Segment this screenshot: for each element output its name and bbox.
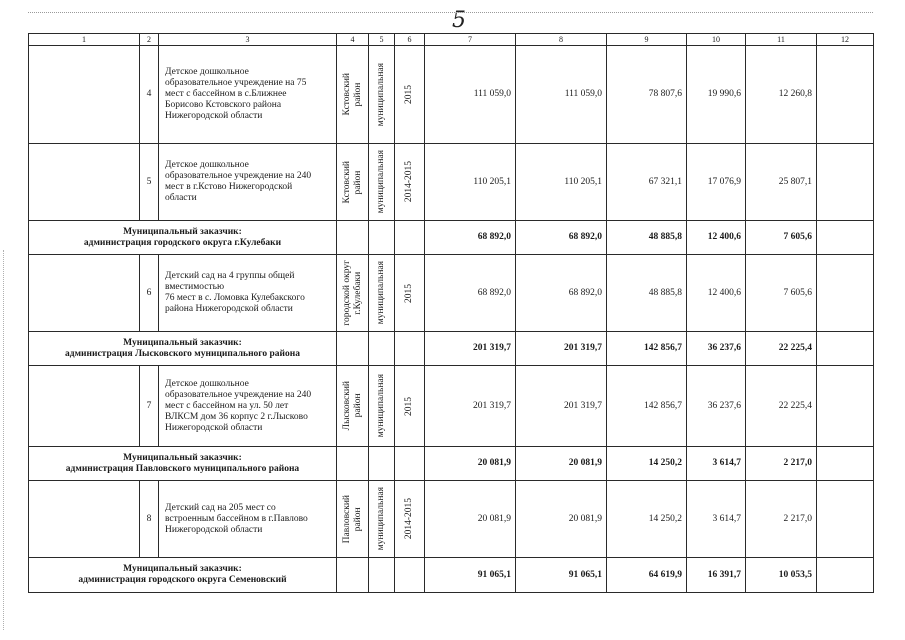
value-v8: 68 892,0 xyxy=(516,255,607,332)
district-cell xyxy=(337,558,369,593)
total-v8: 68 892,0 xyxy=(516,221,607,255)
district-cell xyxy=(337,221,369,255)
total-v7: 201 319,7 xyxy=(425,332,516,366)
col-1-cell xyxy=(29,366,140,447)
district-cell xyxy=(337,481,369,558)
district-line: городской округ xyxy=(341,260,352,326)
ownership-text: муниципальная xyxy=(376,487,386,551)
object-name-line: ВЛКСМ дом 36 корпус 2 г.Лысково xyxy=(165,411,308,422)
value-v11: 12 260,8 xyxy=(746,46,817,144)
total-v11: 10 053,5 xyxy=(746,558,817,593)
value-v12 xyxy=(817,46,874,144)
years-wrap xyxy=(397,397,422,416)
district-wrap xyxy=(339,260,366,326)
ownership-cell xyxy=(369,558,395,593)
district-cell xyxy=(337,366,369,447)
years-cell xyxy=(395,255,425,332)
ownership-wrap xyxy=(371,374,392,437)
object-name-line: 76 мест в с. Ломовка Кулебакского xyxy=(165,293,305,303)
customer-row xyxy=(29,447,874,481)
district-cell xyxy=(337,447,369,481)
object-name-line: встроенным бассейном в г.Павлово xyxy=(165,513,308,524)
header-col-2: 2 xyxy=(140,34,159,46)
total-v12 xyxy=(817,221,874,255)
total-v9: 14 250,2 xyxy=(607,447,687,481)
object-name-line: Нижегородской области xyxy=(165,422,263,433)
value-v11: 22 225,4 xyxy=(746,366,817,447)
object-name-line: образовательное учреждение на 240 xyxy=(165,171,312,181)
years-cell xyxy=(395,46,425,144)
header-col-3: 3 xyxy=(159,34,337,46)
ownership-text: муниципальная xyxy=(376,62,386,127)
years-text: 2015 xyxy=(404,396,414,416)
district-line: Кстовский xyxy=(341,73,352,116)
total-v8: 91 065,1 xyxy=(516,558,607,593)
district-cell xyxy=(337,46,369,144)
header-col-4: 4 xyxy=(337,34,369,46)
years-wrap xyxy=(397,498,422,539)
district-line: г.Кулебаки xyxy=(352,271,363,315)
row-index: 6 xyxy=(140,255,159,332)
object-name-line: области xyxy=(165,193,197,203)
header-col-6: 6 xyxy=(395,34,425,46)
ownership-text: муниципальная xyxy=(376,374,386,438)
left-scan-rule xyxy=(3,250,4,630)
total-v11: 7 605,6 xyxy=(746,221,817,255)
total-v9: 142 856,7 xyxy=(607,332,687,366)
col-1-cell xyxy=(29,481,140,558)
data-table xyxy=(28,33,874,593)
district-line: район xyxy=(352,507,363,531)
district-line: Кстовский xyxy=(341,160,352,204)
header-col-9: 9 xyxy=(607,34,687,46)
customer-title: Муниципальный заказчик: xyxy=(123,226,242,237)
value-v9: 67 321,1 xyxy=(607,144,687,221)
row-index: 4 xyxy=(140,46,159,144)
years-text: 2014-2015 xyxy=(404,161,414,203)
customer-cell xyxy=(29,558,337,593)
value-v7: 68 892,0 xyxy=(425,255,516,332)
total-v12 xyxy=(817,558,874,593)
ownership-text: муниципальная xyxy=(376,150,386,214)
district-line: Лысковский xyxy=(341,381,352,431)
customer-row xyxy=(29,558,874,593)
object-name xyxy=(159,366,337,447)
total-v7: 68 892,0 xyxy=(425,221,516,255)
district-text xyxy=(342,260,364,326)
header-row xyxy=(29,34,874,46)
customer-title: Муниципальный заказчик: xyxy=(123,452,242,463)
row-index: 7 xyxy=(140,366,159,447)
ownership-wrap xyxy=(371,487,392,550)
table-row xyxy=(29,46,874,144)
ownership-cell xyxy=(369,447,395,481)
col-1-cell xyxy=(29,46,140,144)
total-v7: 20 081,9 xyxy=(425,447,516,481)
years-wrap xyxy=(397,284,422,303)
header-col-12: 12 xyxy=(817,34,874,46)
value-v7: 111 059,0 xyxy=(425,46,516,144)
district-line: район xyxy=(352,82,363,107)
object-name-line: Нижегородской области xyxy=(165,111,263,121)
object-name-line: Детский сад на 4 группы общей xyxy=(165,271,295,281)
district-wrap xyxy=(339,73,366,116)
value-v9: 48 885,8 xyxy=(607,255,687,332)
district-line: район xyxy=(352,394,363,418)
top-scan-rule xyxy=(28,12,873,13)
district-cell xyxy=(337,255,369,332)
value-v10: 17 076,9 xyxy=(687,144,746,221)
value-v7: 110 205,1 xyxy=(425,144,516,221)
header-col-7: 7 xyxy=(425,34,516,46)
value-v8: 201 319,7 xyxy=(516,366,607,447)
customer-title: Муниципальный заказчик: xyxy=(123,564,242,574)
customer-name: администрация городского округа Семеновский xyxy=(78,575,287,585)
object-name-line: мест с бассейном в с.Ближнее xyxy=(165,89,287,99)
total-v10: 12 400,6 xyxy=(687,221,746,255)
page-number: 5 xyxy=(452,8,466,33)
total-v8: 20 081,9 xyxy=(516,447,607,481)
value-v11: 2 217,0 xyxy=(746,481,817,558)
table-row xyxy=(29,366,874,447)
ownership-wrap xyxy=(371,150,392,213)
col-1-cell xyxy=(29,255,140,332)
total-v11: 22 225,4 xyxy=(746,332,817,366)
value-v10: 12 400,6 xyxy=(687,255,746,332)
ownership-cell xyxy=(369,366,395,447)
object-name-line: Детский сад на 205 мест со xyxy=(165,502,276,513)
total-v9: 48 885,8 xyxy=(607,221,687,255)
total-v10: 3 614,7 xyxy=(687,447,746,481)
total-v11: 2 217,0 xyxy=(746,447,817,481)
ownership-cell xyxy=(369,221,395,255)
district-text xyxy=(342,495,364,543)
customer-title: Муниципальный заказчик: xyxy=(123,337,242,348)
total-v10: 16 391,7 xyxy=(687,558,746,593)
district-cell xyxy=(337,332,369,366)
ownership-wrap xyxy=(371,261,392,324)
customer-cell xyxy=(29,221,337,255)
district-text xyxy=(342,161,364,204)
customer-name: администрация Павловского муниципального района xyxy=(65,463,300,474)
value-v8: 110 205,1 xyxy=(516,144,607,221)
ownership-cell xyxy=(369,332,395,366)
header-col-5: 5 xyxy=(369,34,395,46)
total-v9: 64 619,9 xyxy=(607,558,687,593)
value-v8: 111 059,0 xyxy=(516,46,607,144)
district-wrap xyxy=(339,495,366,543)
years-wrap xyxy=(397,161,422,202)
years-text: 2014-2015 xyxy=(404,498,414,540)
years-text: 2015 xyxy=(404,85,414,104)
ownership-wrap xyxy=(371,63,392,126)
value-v11: 25 807,1 xyxy=(746,144,817,221)
value-v12 xyxy=(817,366,874,447)
years-cell xyxy=(395,144,425,221)
value-v10: 19 990,6 xyxy=(687,46,746,144)
years-cell xyxy=(395,366,425,447)
object-name xyxy=(159,481,337,558)
value-v9: 142 856,7 xyxy=(607,366,687,447)
value-v9: 78 807,6 xyxy=(607,46,687,144)
row-index: 5 xyxy=(140,144,159,221)
ownership-text: муниципальная xyxy=(376,261,386,325)
object-name-line: мест с бассейном на ул. 50 лет xyxy=(165,400,289,411)
total-v12 xyxy=(817,332,874,366)
customer-row xyxy=(29,332,874,366)
table-body xyxy=(29,34,874,593)
customer-row xyxy=(29,221,874,255)
value-v7: 201 319,7 xyxy=(425,366,516,447)
district-text xyxy=(342,73,364,116)
years-cell xyxy=(395,481,425,558)
table-row xyxy=(29,144,874,221)
table-row xyxy=(29,481,874,558)
ownership-cell xyxy=(369,46,395,144)
value-v8: 20 081,9 xyxy=(516,481,607,558)
object-name-line: вместимостью xyxy=(165,282,225,292)
object-name-line: образовательное учреждение на 75 xyxy=(165,78,307,88)
customer-name: администрация Лысковского муниципального района xyxy=(65,348,300,359)
value-v7: 20 081,9 xyxy=(425,481,516,558)
customer-name: администрация городского округа г.Кулебаки xyxy=(83,237,282,248)
years-cell xyxy=(395,221,425,255)
value-v10: 36 237,6 xyxy=(687,366,746,447)
years-cell xyxy=(395,558,425,593)
district-line: Павловский xyxy=(341,494,352,544)
district-line: район xyxy=(352,170,363,194)
value-v9: 14 250,2 xyxy=(607,481,687,558)
district-text xyxy=(342,381,364,430)
ownership-cell xyxy=(369,481,395,558)
header-col-8: 8 xyxy=(516,34,607,46)
value-v10: 3 614,7 xyxy=(687,481,746,558)
value-v12 xyxy=(817,144,874,221)
object-name-line: Детское дошкольное xyxy=(165,160,249,170)
years-cell xyxy=(395,332,425,366)
object-name-line: образовательное учреждение на 240 xyxy=(165,389,312,400)
district-wrap xyxy=(339,381,366,430)
customer-cell xyxy=(29,332,337,366)
row-index: 8 xyxy=(140,481,159,558)
value-v12 xyxy=(817,255,874,332)
table-row xyxy=(29,255,874,332)
object-name-line: Борисово Кстовского района xyxy=(165,100,282,110)
ownership-cell xyxy=(369,255,395,332)
years-cell xyxy=(395,447,425,481)
value-v12 xyxy=(817,481,874,558)
years-text: 2015 xyxy=(404,283,414,303)
object-name-line: района Нижегородской области xyxy=(165,304,293,314)
object-name xyxy=(159,144,337,221)
district-wrap xyxy=(339,161,366,204)
value-v11: 7 605,6 xyxy=(746,255,817,332)
object-name-line: Нижегородской области xyxy=(165,524,263,535)
total-v8: 201 319,7 xyxy=(516,332,607,366)
object-name xyxy=(159,255,337,332)
object-name-line: мест в г.Кстово Нижегородской xyxy=(165,182,293,192)
ownership-cell xyxy=(369,144,395,221)
object-name-line: Детское дошкольное xyxy=(165,378,249,389)
district-cell xyxy=(337,144,369,221)
total-v7: 91 065,1 xyxy=(425,558,516,593)
header-col-10: 10 xyxy=(687,34,746,46)
object-name xyxy=(159,46,337,144)
total-v12 xyxy=(817,447,874,481)
years-wrap xyxy=(397,85,422,104)
header-col-11: 11 xyxy=(746,34,817,46)
customer-cell xyxy=(29,447,337,481)
header-col-1: 1 xyxy=(29,34,140,46)
total-v10: 36 237,6 xyxy=(687,332,746,366)
col-1-cell xyxy=(29,144,140,221)
object-name-line: Детское дошкольное xyxy=(165,67,249,77)
